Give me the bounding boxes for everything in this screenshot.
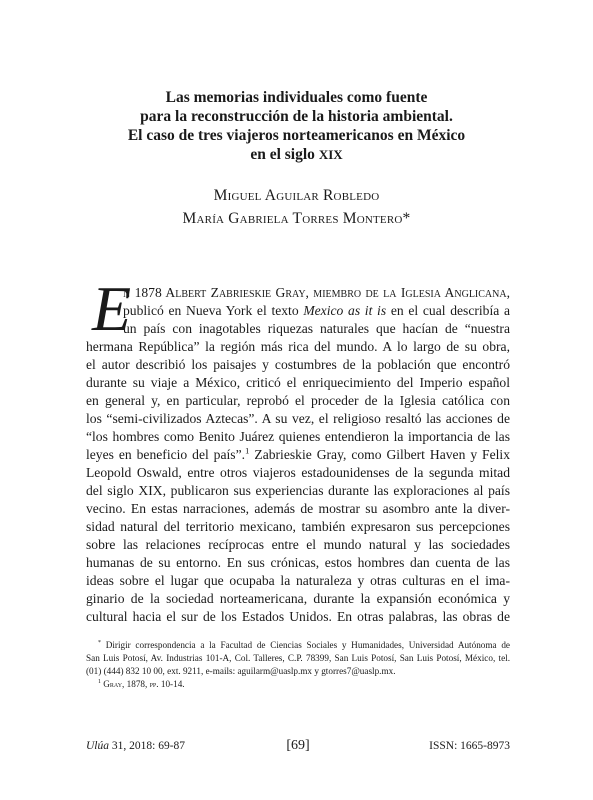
title-line: para la reconstrucción de la historia ambiental. (140, 108, 453, 125)
body-paragraph (86, 273, 510, 626)
body-line (86, 446, 510, 464)
body-line (86, 284, 510, 302)
body-line: humanas de su entorno. En sus crónicas, estos hombres dan cuenta de las (86, 555, 510, 570)
body-line (86, 302, 510, 320)
footnote-line: San Luis Potosí, Av. Industrias 101-A, Col. Talleres, C.P. 78399, San Luis Potosí, San Luis Potosí, México, tel. (86, 653, 510, 663)
issn: ISSN: 1665-8973 (429, 740, 510, 752)
body-line: el autor describió los paisajes y costumbres de la población que encontró (86, 357, 510, 372)
body-line: sobre las relaciones recíprocas entre el mundo natural y las sociedades (86, 537, 510, 552)
body-line: vecino. En estas narraciones, además de mostrar su asombro ante la diver- (86, 501, 510, 516)
footnote-text: Dirigir correspondencia a la Facultad de Ciencias Sociales y Humanidades, Universidad Autónoma de (105, 640, 510, 650)
footnote-marker: 1 (98, 678, 101, 685)
drop-cap: E (92, 273, 132, 344)
body-line: un país con inagotables riquezas naturales que hacían de “nuestra (123, 321, 510, 336)
page-footer (86, 740, 510, 760)
body-line-text: publicó en Nueva York el texto (123, 303, 299, 318)
footnote-marker: * (98, 639, 101, 646)
body-line: ideas sobre el lugar que ocupaba la naturaleza y otras culturas en el ima- (86, 573, 510, 588)
article-title (80, 88, 513, 164)
page-number: [69] (286, 738, 310, 753)
footnote-line (86, 639, 510, 652)
body-line: durante su viaje a México, criticó el enriquecimiento del Imperio español (86, 375, 510, 390)
body-line-text: n 1878 Albert Zabrieskie Gray, miembro de la Iglesia Anglicana, (123, 285, 510, 300)
body-line: Leopold Oswald, entre otros viajeros estadounidenses de la segunda mitad (86, 465, 510, 480)
body-line: cultural hacia el sur de los Estados Unidos. En otras palabras, las obras de (86, 609, 510, 624)
footnote-line: (01) (444) 832 10 00, ext. 9211, e-mails: aguilarm@uaslp.mx y gtorres7@uaslp.mx. (86, 666, 396, 676)
author-name: María Gabriela Torres Montero* (182, 210, 411, 227)
author-name: Miguel Aguilar Robledo (213, 187, 380, 204)
footnote-text: Gray, 1878, pp. 10-14. (100, 679, 185, 689)
century-numeral: XIX (318, 147, 343, 162)
journal-name: Ulúa (86, 740, 109, 752)
body-line: los “semi-civilizados Aztecas”. A su vez, el religioso resaltó las acciones de (86, 411, 510, 426)
body-line-text: en el cual describía a (390, 303, 510, 318)
title-line (80, 145, 513, 164)
body-line: ginario de la sociedad norteamericana, durante la expansión económica y (86, 591, 510, 606)
body-line-text: Zabrieskie Gray, como Gilbert Haven y Felix (249, 447, 510, 462)
body-line: en general y, en particular, reprobó el proceder de la Iglesia católica con (86, 393, 510, 408)
title-line: El caso de tres viajeros norteamericanos en México (127, 127, 466, 144)
title-line-prefix: en el siglo (250, 146, 319, 163)
body-line: “los hombres como Benito Juárez quienes entendieron la importancia de las (86, 429, 510, 444)
footnote-ref: 1 (245, 445, 250, 456)
title-line: Las memorias individuales como fuente (165, 89, 428, 106)
footnotes (86, 639, 510, 691)
journal-issue: 31, 2018: 69-87 (109, 740, 186, 752)
body-line: hermana República” la región más rica del mundo. A lo largo de su obra, (86, 339, 510, 354)
footnote-line (86, 678, 510, 691)
body-line: sidad natural del territorio mexicano, también expresaron sus percepciones (86, 519, 510, 534)
book-title: Mexico as it is (303, 303, 387, 318)
author-list (80, 184, 513, 230)
body-line-text: leyes en beneficio del país”. (86, 447, 246, 462)
body-line: del siglo XIX, publicaron sus experiencias durante las exploraciones al país (86, 483, 510, 498)
